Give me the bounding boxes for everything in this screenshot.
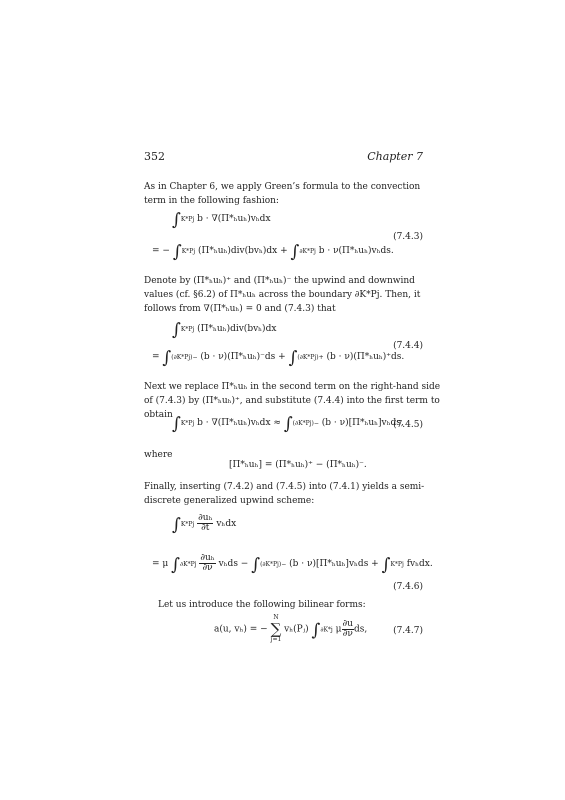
paragraph-4: Finally, inserting (7.4.2) and (7.4.5) into (7.4.1) yields a semi-discrete generalized upwind scheme: (144, 482, 425, 506)
eq-7-4-3-line1: ∫K*Pj b · ∇(Π*ₕuₕ)vₕdx (172, 210, 271, 230)
jump-definition: [Π*ₕuₕ] = (Π*ₕuₕ)⁺ − (Π*ₕuₕ)⁻. (229, 460, 367, 470)
equation-number-7-4-4: (7.4.4) (393, 341, 423, 351)
equation-number-7-4-6: (7.4.6) (393, 582, 423, 592)
integral-sign: ∫ (172, 210, 181, 230)
eq-7-4-7: a(u, vₕ) = − N ∑ j=1 vₕ(Pⱼ) ∫∂K*j μ $\frac{\partial u}{\partial\nu}$ ds, (214, 614, 368, 643)
eq-7-4-4-line1: ∫K*Pj (Π*ₕuₕ)div(bvₕ)dx (172, 320, 277, 340)
paragraph-5: Let us introduce the following bilinear forms: (158, 600, 366, 610)
summation: N ∑ j=1 (270, 614, 282, 643)
eq-7-4-5: ∫K*Pj b · ∇(Π*ₕuₕ)vₕdx ≈ ∫(∂K*Pj)− (b · ν)[Π*ₕuₕ]vₕds, (172, 414, 404, 434)
paragraph-3: Next we replace Π*ₕuₕ in the second term on the right-hand side of (7.4.3) by (Π*ₕuₕ)⁺, and substitute (7.4.4) into the first term to obtain (144, 382, 441, 420)
fraction: $\frac{\text{∂uₕ}}{\partial\nu}$ (200, 553, 215, 573)
paragraph-1: As in Chapter 6, we apply Green’s formula to the convection term in the following fashion: (144, 182, 421, 206)
fraction: $\frac{\text{∂uₕ}}{\partial t}$ (198, 513, 213, 533)
paragraph-2: Denote by (Π*ₕuₕ)⁺ and (Π*ₕuₕ)⁻ the upwind and downwind values (cf. §6.2) of Π*ₕuₕ across the boundary ∂K*Pj. Then, it follows from ∇(Π*ₕuₕ) = 0 and (7.4.3) that (144, 276, 421, 314)
page-number: 352 (144, 150, 165, 163)
eq-7-4-4-line2: = ∫(∂K*Pj)− (b · ν)(Π*ₕuₕ)⁻ds + ∫(∂K*Pj)+ (b · ν)(Π*ₕuₕ)⁺ds. (152, 348, 405, 368)
eq-7-4-3-line2: = − ∫K*Pj (Π*ₕuₕ)div(bvₕ)dx + ∫∂K*Pj b · ν(Π*ₕuₕ)vₕds. (152, 242, 394, 262)
fraction: $\frac{\partial u}{\partial\nu}$ (342, 618, 353, 639)
equation-number-7-4-3: (7.4.3) (393, 232, 423, 242)
chapter-title: Chapter 7 (367, 150, 423, 163)
eq-7-4-6-line2: = μ ∫∂K*Pj $\frac{\text{∂uₕ}}{\partial\nu}$ vₕds − ∫(∂K*Pj)− (b · ν)[Π*ₕuₕ]vₕds + ∫K*Pj fvₕdx. (152, 553, 433, 575)
where-text: where (144, 450, 173, 460)
equation-number-7-4-7: (7.4.7) (393, 626, 423, 636)
equation-number-7-4-5: (7.4.5) (393, 420, 423, 430)
eq-7-4-6-line1: ∫K*Pj $\frac{\text{∂uₕ}}{\partial t}$ vₕdx (172, 513, 237, 535)
